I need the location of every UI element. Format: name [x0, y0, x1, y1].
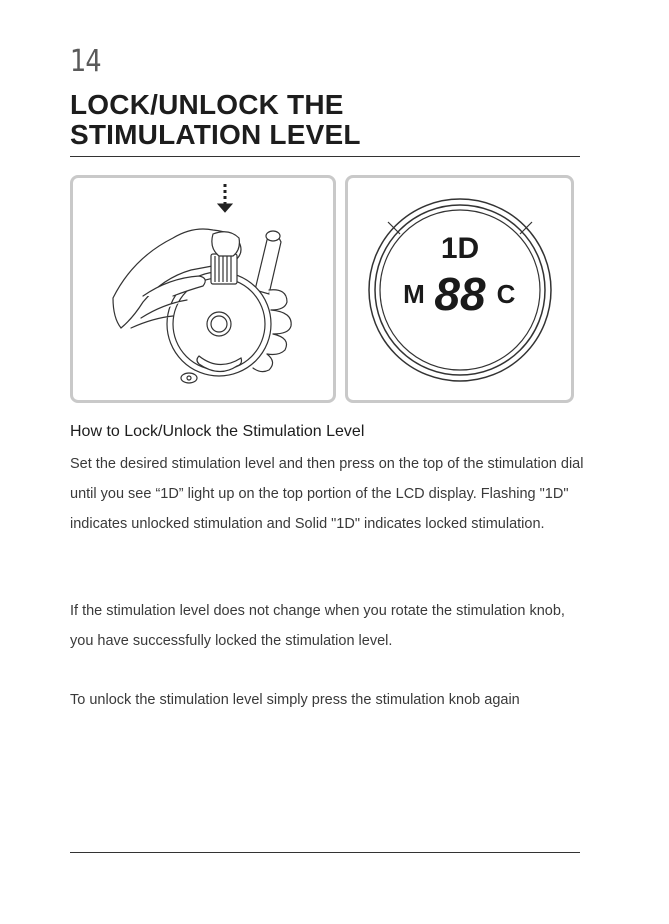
section-subheading: How to Lock/Unlock the Stimulation Level: [70, 423, 365, 440]
paragraph-lock-instructions: Set the desired stimulation level and then press on the top of the stimulation dial until you see “1D” light up on the top portion of the LCD display. Flashing "1D" indicates unlocked stimulation and Solid "1D" indicates locked stimulation.: [70, 456, 584, 532]
illustration-lcd-display: [345, 175, 574, 403]
top-divider: [70, 156, 580, 157]
lcd-level-digits: 88: [434, 268, 486, 320]
lcd-mode-right: C: [496, 279, 516, 309]
page-number: 14: [70, 44, 101, 79]
bottom-divider: [70, 852, 580, 853]
paragraph-lock-confirmation: If the stimulation level does not change when you rotate the stimulation knob, you have successfully locked the stimulation level.: [70, 603, 565, 649]
lcd-lock-indicator: 1D: [440, 232, 480, 265]
stimulation-dial-icon: [211, 232, 239, 284]
paragraph-unlock-instructions: To unlock the stimulation level simply press the stimulation knob again: [70, 692, 520, 708]
antenna-icon: [255, 231, 281, 294]
page-title: [70, 90, 590, 150]
illustration-press-dial: [70, 175, 336, 403]
page-title-line1: LOCK/UNLOCK THE: [70, 89, 344, 120]
hand-pressing-dial-illustration: [73, 178, 333, 400]
page-title-line2: STIMULATION LEVEL: [70, 119, 361, 150]
lcd-display: [348, 178, 571, 400]
lcd-mode-left: M: [403, 279, 425, 309]
press-down-arrow-icon: [218, 184, 232, 212]
